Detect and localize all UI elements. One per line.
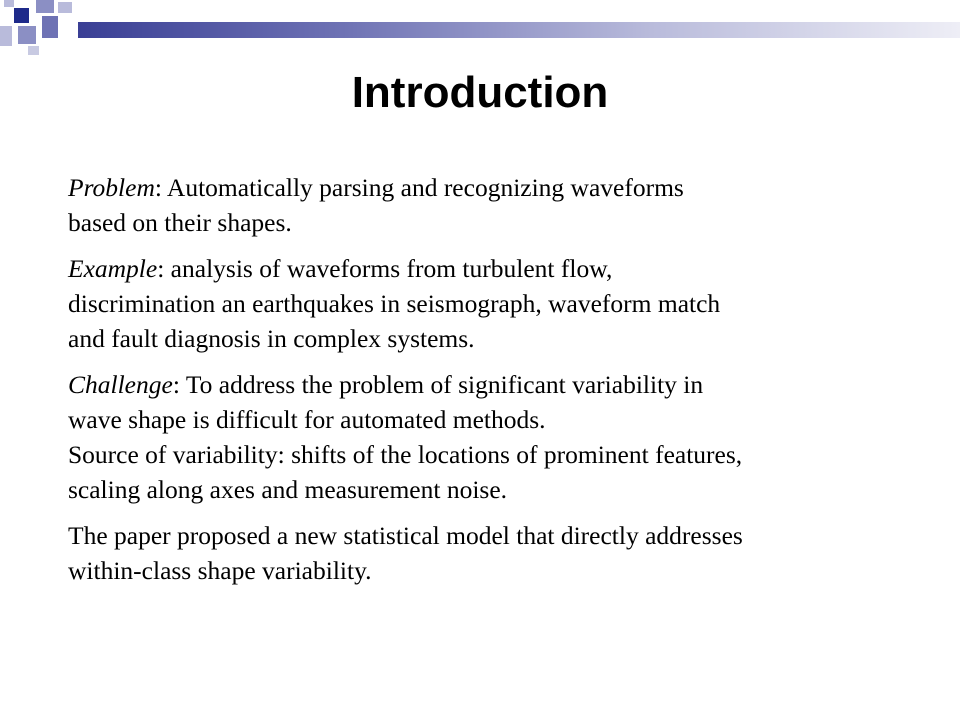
problem-line-2: based on their shapes.	[68, 208, 292, 237]
source-line-1: Source of variability: shifts of the locations of prominent features,	[68, 440, 743, 469]
decor-square-light-left	[0, 26, 12, 46]
proposal-paragraph	[68, 518, 928, 588]
example-line-1: Example: analysis of waveforms from turbulent flow,	[68, 254, 613, 283]
example-label: Example	[68, 254, 158, 283]
proposal-line-1: The paper proposed a new statistical model that directly addresses	[68, 521, 743, 550]
problem-line-1: Problem: Automatically parsing and recognizing waveforms	[68, 173, 684, 202]
decor-square-dark-main	[14, 8, 29, 23]
decor-square-light-top	[4, 0, 14, 7]
proposal-line-2: within-class shape variability.	[68, 556, 372, 585]
problem-label: Problem	[68, 173, 155, 202]
challenge-label: Challenge	[68, 370, 173, 399]
source-line-2: scaling along axes and measurement noise.	[68, 475, 508, 504]
decor-square-mid-top	[36, 0, 54, 13]
example-line-2: discrimination an earthquakes in seismograph, waveform match	[68, 289, 721, 318]
challenge-paragraph	[68, 367, 928, 437]
challenge-line-1: Challenge: To address the problem of significant variability in	[68, 370, 704, 399]
slide-body	[68, 170, 928, 599]
decor-square-light-top-right	[58, 2, 72, 13]
example-paragraph	[68, 251, 928, 356]
decor-square-mid-right	[42, 16, 58, 38]
slide-title: Introduction	[351, 68, 609, 117]
decor-square-light-bottom	[28, 46, 39, 55]
example-line-3: and fault diagnosis in complex systems.	[68, 324, 475, 353]
problem-paragraph	[68, 170, 928, 240]
slide-decoration	[0, 0, 960, 60]
challenge-line-2: wave shape is difficult for automated methods.	[68, 405, 546, 434]
decor-square-mid-center	[18, 26, 36, 44]
source-paragraph	[68, 437, 928, 507]
decor-gradient-band	[78, 22, 960, 38]
